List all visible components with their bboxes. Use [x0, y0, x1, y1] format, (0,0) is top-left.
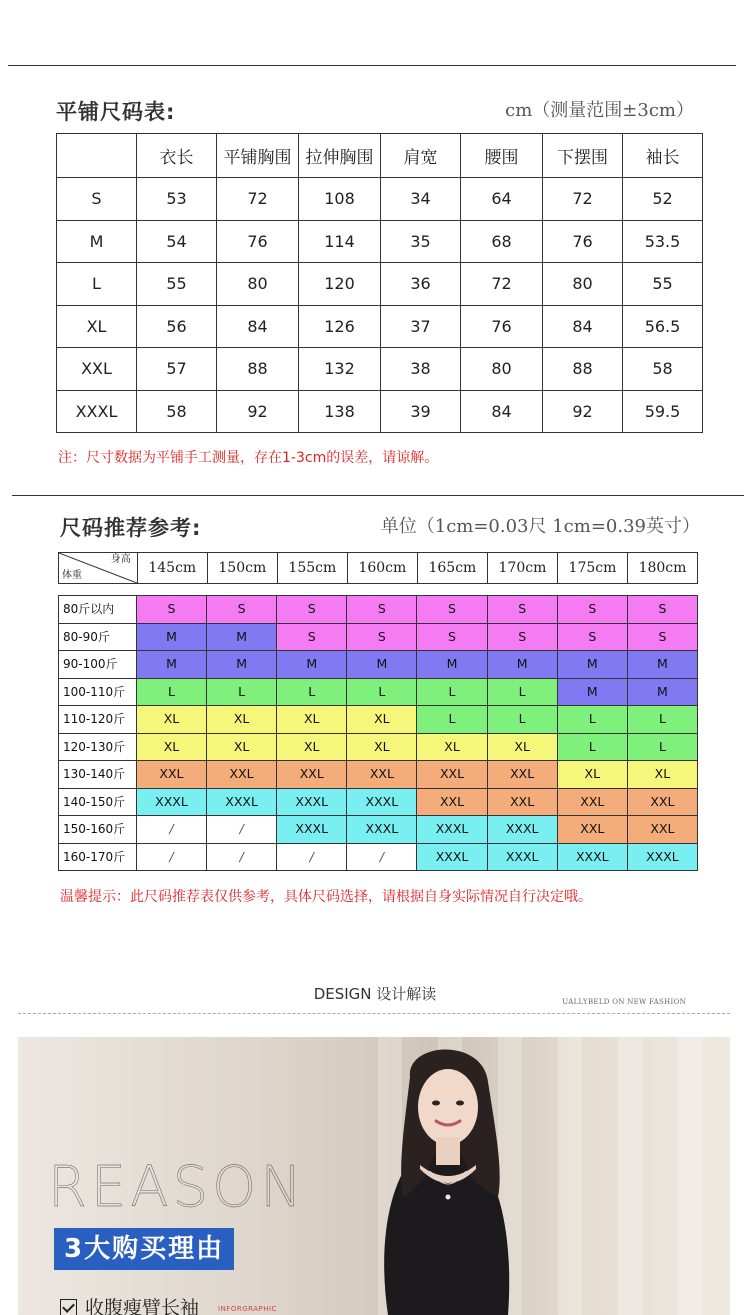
recommended-size-cell: M	[558, 651, 628, 679]
recommended-size-cell: L	[347, 679, 417, 707]
recommend-unit-note: 单位（1cm=0.03尺 1cm=0.39英寸）	[380, 516, 700, 537]
recommended-size-cell: XXXL	[277, 789, 347, 817]
recommended-size-cell: XXXL	[417, 844, 487, 872]
height-header-cell: 155cm	[277, 553, 347, 583]
size-value-cell: 76	[217, 220, 299, 263]
size-table-header-cell: 平铺胸围	[217, 134, 299, 178]
recommended-size-cell: L	[207, 679, 277, 707]
size-value-cell: 36	[381, 263, 461, 306]
size-label-cell: XXL	[57, 348, 137, 391]
recommended-size-cell: /	[137, 816, 207, 844]
height-header-cell: 175cm	[557, 553, 627, 583]
recommended-size-cell: XXL	[347, 761, 417, 789]
reasons-badge: 3大购买理由	[54, 1228, 234, 1270]
weight-label-cell: 150-160斤	[59, 816, 137, 844]
size-table-title: 平铺尺码表:	[56, 100, 176, 124]
size-table-header-row	[57, 134, 703, 178]
size-value-cell: 56	[137, 305, 217, 348]
design-title: DESIGN 设计解读	[313, 985, 437, 1003]
recommended-size-cell: L	[628, 706, 698, 734]
recommended-size-cell: L	[488, 706, 558, 734]
weight-label-cell: 80斤以内	[59, 596, 137, 624]
recommend-row	[59, 706, 698, 734]
recommended-size-cell: XXXL	[277, 816, 347, 844]
weight-label-cell: 90-100斤	[59, 651, 137, 679]
model-illustration	[318, 1037, 568, 1315]
size-value-cell: 114	[299, 220, 381, 263]
size-value-cell: 34	[381, 178, 461, 221]
size-table-unit-note: cm（测量范围±3cm）	[505, 100, 694, 121]
recommended-size-cell: M	[207, 624, 277, 652]
recommended-size-cell: /	[277, 844, 347, 872]
recommended-size-cell: L	[628, 734, 698, 762]
height-header	[58, 552, 698, 584]
recommended-size-cell: XXXL	[417, 816, 487, 844]
size-label-cell: M	[57, 220, 137, 263]
recommend-row	[59, 844, 698, 872]
recommended-size-cell: XXL	[137, 761, 207, 789]
size-value-cell: 35	[381, 220, 461, 263]
recommended-size-cell: XXL	[488, 789, 558, 817]
size-value-cell: 72	[461, 263, 543, 306]
size-table-row	[57, 220, 703, 263]
size-table-row	[57, 178, 703, 221]
recommended-size-cell: XXL	[417, 789, 487, 817]
size-table-row	[57, 263, 703, 306]
weight-label-cell: 110-120斤	[59, 706, 137, 734]
corner-height-label: 身高	[110, 554, 131, 565]
size-value-cell: 92	[217, 390, 299, 433]
size-table-note: 注：尺寸数据为平铺手工测量，存在1-3cm的误差，请谅解。	[58, 450, 439, 466]
size-label-cell: S	[57, 178, 137, 221]
recommend-row	[59, 816, 698, 844]
recommended-size-cell: S	[628, 624, 698, 652]
height-header-cell: 150cm	[207, 553, 277, 583]
recommend-note: 温馨提示：此尺码推荐表仅供参考，具体尺码选择，请根据自身实际情况自行决定哦。	[60, 889, 592, 905]
size-recommend-grid	[58, 595, 698, 871]
size-value-cell: 58	[137, 390, 217, 433]
size-value-cell: 84	[543, 305, 623, 348]
recommended-size-cell: XXL	[488, 761, 558, 789]
recommended-size-cell: S	[207, 596, 277, 624]
size-value-cell: 68	[461, 220, 543, 263]
size-value-cell: 53.5	[623, 220, 703, 263]
recommended-size-cell: XL	[347, 706, 417, 734]
recommended-size-cell: S	[488, 624, 558, 652]
recommended-size-cell: XL	[137, 706, 207, 734]
infographic-label: INFORGRAPHIC	[218, 1305, 277, 1313]
recommended-size-cell: L	[488, 679, 558, 707]
middle-divider	[12, 495, 744, 496]
recommend-row	[59, 761, 698, 789]
size-value-cell: 56.5	[623, 305, 703, 348]
recommended-size-cell: XL	[137, 734, 207, 762]
size-value-cell: 80	[461, 348, 543, 391]
recommended-size-cell: S	[417, 596, 487, 624]
recommended-size-cell: S	[558, 624, 628, 652]
recommended-size-cell: /	[207, 844, 277, 872]
size-value-cell: 126	[299, 305, 381, 348]
size-value-cell: 59.5	[623, 390, 703, 433]
size-table-header-cell: 肩宽	[381, 134, 461, 178]
recommended-size-cell: /	[207, 816, 277, 844]
size-table-row	[57, 348, 703, 391]
recommended-size-cell: L	[137, 679, 207, 707]
size-value-cell: 108	[299, 178, 381, 221]
recommended-size-cell: XXL	[628, 789, 698, 817]
size-table-row	[57, 390, 703, 433]
recommended-size-cell: XXXL	[488, 816, 558, 844]
size-table-row	[57, 305, 703, 348]
size-value-cell: 38	[381, 348, 461, 391]
recommended-size-cell: S	[277, 624, 347, 652]
recommended-size-cell: M	[628, 679, 698, 707]
size-table-header-cell: 衣长	[137, 134, 217, 178]
size-value-cell: 80	[217, 263, 299, 306]
recommended-size-cell: XL	[628, 761, 698, 789]
size-value-cell: 64	[461, 178, 543, 221]
recommended-size-cell: XXXL	[558, 844, 628, 872]
weight-label-cell: 80-90斤	[59, 624, 137, 652]
size-value-cell: 120	[299, 263, 381, 306]
recommended-size-cell: XXXL	[628, 844, 698, 872]
recommended-size-cell: M	[137, 651, 207, 679]
size-value-cell: 54	[137, 220, 217, 263]
recommended-size-cell: XL	[417, 734, 487, 762]
recommended-size-cell: S	[347, 624, 417, 652]
recommended-size-cell: M	[137, 624, 207, 652]
size-table	[56, 133, 703, 433]
recommended-size-cell: XL	[277, 734, 347, 762]
recommended-size-cell: S	[417, 624, 487, 652]
size-value-cell: 88	[543, 348, 623, 391]
recommended-size-cell: L	[417, 706, 487, 734]
size-value-cell: 72	[217, 178, 299, 221]
recommended-size-cell: M	[207, 651, 277, 679]
size-label-cell: XL	[57, 305, 137, 348]
recommended-size-cell: S	[558, 596, 628, 624]
size-value-cell: 52	[623, 178, 703, 221]
recommended-size-cell: M	[628, 651, 698, 679]
hero-photo	[18, 1037, 730, 1315]
recommend-row	[59, 679, 698, 707]
recommended-size-cell: S	[347, 596, 417, 624]
recommended-size-cell: L	[558, 706, 628, 734]
recommend-row	[59, 734, 698, 762]
window-blind	[678, 1037, 702, 1315]
size-value-cell: 57	[137, 348, 217, 391]
recommended-size-cell: XL	[207, 734, 277, 762]
recommended-size-cell: L	[558, 734, 628, 762]
size-value-cell: 39	[381, 390, 461, 433]
reason-heading: REASON	[48, 1155, 307, 1220]
recommended-size-cell: S	[488, 596, 558, 624]
design-dashed-divider	[18, 1013, 730, 1014]
weight-label-cell: 130-140斤	[59, 761, 137, 789]
recommend-row	[59, 596, 698, 624]
recommended-size-cell: S	[137, 596, 207, 624]
height-header-cell: 180cm	[627, 553, 697, 583]
size-label-cell: L	[57, 263, 137, 306]
recommended-size-cell: XL	[558, 761, 628, 789]
size-value-cell: 53	[137, 178, 217, 221]
recommended-size-cell: S	[277, 596, 347, 624]
recommended-size-cell: M	[277, 651, 347, 679]
size-value-cell: 84	[217, 305, 299, 348]
size-table-header-cell	[57, 134, 137, 178]
size-value-cell: 84	[461, 390, 543, 433]
size-value-cell: 80	[543, 263, 623, 306]
height-header-cell: 165cm	[417, 553, 487, 583]
size-value-cell: 55	[137, 263, 217, 306]
recommended-size-cell: XXXL	[137, 789, 207, 817]
size-value-cell: 132	[299, 348, 381, 391]
corner-weight-label: 体重	[62, 570, 82, 581]
weight-label-cell: 160-170斤	[59, 844, 137, 872]
reason-item-label: 收腹瘦臂长袖	[85, 1297, 200, 1315]
size-value-cell: 76	[543, 220, 623, 263]
height-header-cell: 170cm	[487, 553, 557, 583]
recommended-size-cell: XXL	[558, 816, 628, 844]
size-value-cell: 76	[461, 305, 543, 348]
weight-label-cell: 120-130斤	[59, 734, 137, 762]
recommend-row	[59, 624, 698, 652]
size-value-cell: 55	[623, 263, 703, 306]
recommended-size-cell: XL	[347, 734, 417, 762]
recommended-size-cell: XXL	[628, 816, 698, 844]
recommended-size-cell: XL	[277, 706, 347, 734]
recommended-size-cell: /	[347, 844, 417, 872]
size-value-cell: 92	[543, 390, 623, 433]
recommended-size-cell: M	[558, 679, 628, 707]
height-header-cell: 160cm	[347, 553, 417, 583]
size-table-header-cell: 袖长	[623, 134, 703, 178]
recommended-size-cell: /	[137, 844, 207, 872]
recommended-size-cell: XXL	[417, 761, 487, 789]
size-value-cell: 138	[299, 390, 381, 433]
recommended-size-cell: XXXL	[488, 844, 558, 872]
recommended-size-cell: XL	[207, 706, 277, 734]
recommended-size-cell: M	[347, 651, 417, 679]
height-header-cell: 145cm	[137, 553, 207, 583]
top-divider	[8, 65, 736, 66]
size-value-cell: 72	[543, 178, 623, 221]
size-table-header-cell: 拉伸胸围	[299, 134, 381, 178]
recommended-size-cell: S	[628, 596, 698, 624]
size-table-header-cell: 腰围	[461, 134, 543, 178]
recommended-size-cell: M	[417, 651, 487, 679]
recommended-size-cell: XXL	[277, 761, 347, 789]
size-label-cell: XXXL	[57, 390, 137, 433]
recommended-size-cell: L	[277, 679, 347, 707]
recommended-size-cell: XXXL	[207, 789, 277, 817]
recommend-row	[59, 789, 698, 817]
recommended-size-cell: XXXL	[347, 789, 417, 817]
weight-label-cell: 100-110斤	[59, 679, 137, 707]
size-table-header-cell: 下摆围	[543, 134, 623, 178]
recommend-title: 尺码推荐参考:	[60, 516, 202, 540]
recommended-size-cell: L	[417, 679, 487, 707]
recommend-row	[59, 651, 698, 679]
recommended-size-cell: XL	[488, 734, 558, 762]
reason-item	[60, 1293, 199, 1315]
size-value-cell: 37	[381, 305, 461, 348]
recommended-size-cell: M	[488, 651, 558, 679]
window-blind	[618, 1037, 642, 1315]
size-value-cell: 58	[623, 348, 703, 391]
weight-label-cell: 140-150斤	[59, 789, 137, 817]
checkbox-icon	[60, 1299, 77, 1315]
recommended-size-cell: XXL	[558, 789, 628, 817]
corner-cell	[59, 553, 137, 583]
design-subtitle: UALLYBELD ON NEW FASHION	[562, 998, 686, 1006]
size-value-cell: 88	[217, 348, 299, 391]
recommended-size-cell: XXXL	[347, 816, 417, 844]
recommended-size-cell: XXL	[207, 761, 277, 789]
